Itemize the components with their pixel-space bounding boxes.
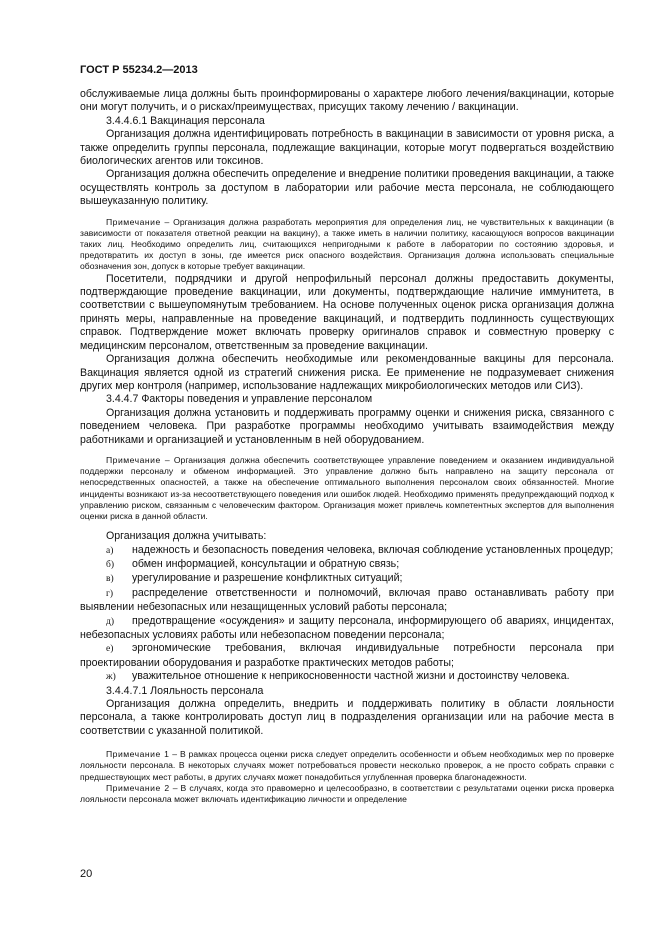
paragraph: Организация должна обеспечить необходимые или рекомендованные вакцины для персонала. Вакцинация является одной из стратегий снижения риска. Ее применение не подразумевает снижения других мер контроля (например, использование надлежащих микробиологических методов или СИЗ). — [80, 353, 614, 392]
list-item-text: урегулирование и разрешение конфликтных ситуаций; — [132, 572, 403, 585]
note-paragraph — [80, 217, 614, 273]
list-marker: ж) — [106, 672, 116, 683]
paragraph: Организация должна определить, внедрить и поддерживать политику в области лояльности персонала, а также контролировать доступ лиц в подразделения организации или на рабочие места в соответствии с указанной политикой. — [80, 698, 614, 737]
paragraph: 3.4.4.7 Факторы поведения и управление персоналом — [106, 393, 373, 406]
note-text: – В случаях, когда это правомерно и целесообразно, в соответствии с результатами оценки риска проверка лояльности персонала может включать идентификацию личности и определение — [80, 782, 614, 805]
list-item — [80, 558, 614, 572]
list-marker: е) — [106, 644, 114, 655]
spacer — [80, 447, 614, 455]
note-label: Примечание 2 — [106, 782, 170, 793]
paragraph: 3.4.4.6.1 Вакцинация персонала — [106, 114, 265, 127]
list-item — [80, 670, 614, 684]
list-marker: в) — [106, 574, 114, 585]
paragraph: 3.4.4.7.1 Лояльность персонала — [106, 684, 264, 697]
document-body — [80, 88, 614, 805]
list-item-text: уважительное отношение к неприкосновенности частной жизни и достоинству человека. — [132, 670, 570, 683]
page-number: 20 — [80, 868, 93, 880]
note-text: – Организация должна обеспечить соответствующее управление поведением и оказанием индивидуальной поддержки персоналу и обменом информацией. Это управление должно быть направлено на защиту персонала от непосредственных опасностей, а также на обеспечение оптимального выполнения персоналом своих обязанностей. Многие инциденты возникают из-за несоответствующего поведения или ошибок людей. Необходимо применять предупреждающий подход к управлению риском, связанным с человеческим фактором. Организация может привлечь компетентных экспертов для выполнения оценки риска в данной области. — [80, 454, 614, 521]
note-paragraph — [80, 749, 614, 783]
list-item — [80, 615, 614, 643]
list-item-text: обмен информацией, консультации и обратную связь; — [132, 557, 400, 570]
paragraph: Организация должна идентифицировать потребность в вакцинации в зависимости от уровня риска, а также определить группы персонала, подлежащие вакцинации, которые могут подвергаться воздействию биологических агентов или токсинов. — [80, 128, 614, 168]
list-item-text: распределение ответственности и полномочий, включая право останавливать работу при выявлении небезопасных или незащищенных условий работы персонала; — [80, 586, 614, 614]
note-text: – Организация должна разработать мероприятия для определения лиц, не чувствительных к вакцинации (в зависимости от показателя ответной реакции на вакцину), а также иметь в наличии политику, касающуюся вопросов вакцинации таких лиц. Необходимо определить лиц, считающихся непригодными к работе в лаборатории по состоянию здоровья, и предотвратить их доступ в зоны, где имеется риск опасного воздействия. Организация должна использовать специальные обозначения зон, допуск в которые требует вакцинации. — [80, 216, 614, 272]
list-marker: д) — [106, 616, 114, 627]
spacer — [80, 738, 614, 749]
list-item-text: надежность и безопасность поведения человека, включая соблюдение установленных процедур; — [132, 543, 614, 556]
list-marker: а) — [106, 545, 114, 556]
paragraph: обслуживаемые лица должны быть проинформированы о характере любого лечения/вакцинации, которые они могут получить, и о рисках/преимуществах, присущих такому лечению / вакцинации. — [80, 88, 614, 114]
list-item-text: предотвращение «осуждения» и защиту персонала, информирующего об авариях, инцидентах, небезопасных условиях работы или небезопасном поведении персонала; — [80, 614, 614, 642]
spacer — [80, 209, 614, 217]
note-label: Примечание — [106, 454, 161, 465]
list-marker: г) — [106, 588, 114, 599]
note-label: Примечание — [106, 216, 161, 227]
paragraph: Организация должна учитывать: — [106, 530, 267, 543]
list-item — [80, 544, 614, 558]
document-header: ГОСТ Р 55234.2—2013 — [80, 64, 198, 76]
list-marker: б) — [106, 559, 114, 570]
note-paragraph — [80, 783, 614, 805]
list-item — [80, 642, 614, 670]
paragraph: Организация должна установить и поддерживать программу оценки и снижения риска, связанного с поведением человека. При разработке программы необходимо учитывать взаимодействия между работниками и организацией и установленным в ней оборудованием. — [80, 406, 614, 446]
note-text: – В рамках процесса оценки риска следует определить особенности и объем необходимых мер по проверке лояльности персонала. В некоторых случаях может потребоваться провести несколько проверок, а не просто собрать справки с предшествующих мест работы, в других случаях может понадобиться углубленная проверка благонадежности. — [80, 749, 614, 782]
paragraph: Организация должна обеспечить определение и внедрение политики проведения вакцинации, а также осуществлять контроль за доступом в лаборатории или рабочие места персонала, не соблюдающего вышеуказанную политику. — [80, 168, 614, 208]
paragraph: Посетители, подрядчики и другой непрофильный персонал должны предоставить документы, подтверждающие проведение вакцинации, или документы, подтверждающие наличие иммунитета, в соответствии с вышеупомянутым требованием. На основе полученных оценок риска организация должна принять меры, направленные на проведение вакцинаций, и подтвердить подлинность существующих справок. Подтверждение может включать проверку оригиналов справок и совместную проверку с медицинским персоналом, ответственным за проведение вакцинации. — [80, 272, 614, 352]
list-item — [80, 572, 614, 586]
note-label: Примечание 1 — [106, 749, 170, 760]
list-item — [80, 587, 614, 615]
spacer — [80, 522, 614, 530]
list-item-text: эргономические требования, включая индивидуальные потребности персонала при проектировании оборудования и разработке практических методов работы; — [80, 642, 614, 669]
note-paragraph — [80, 455, 614, 522]
